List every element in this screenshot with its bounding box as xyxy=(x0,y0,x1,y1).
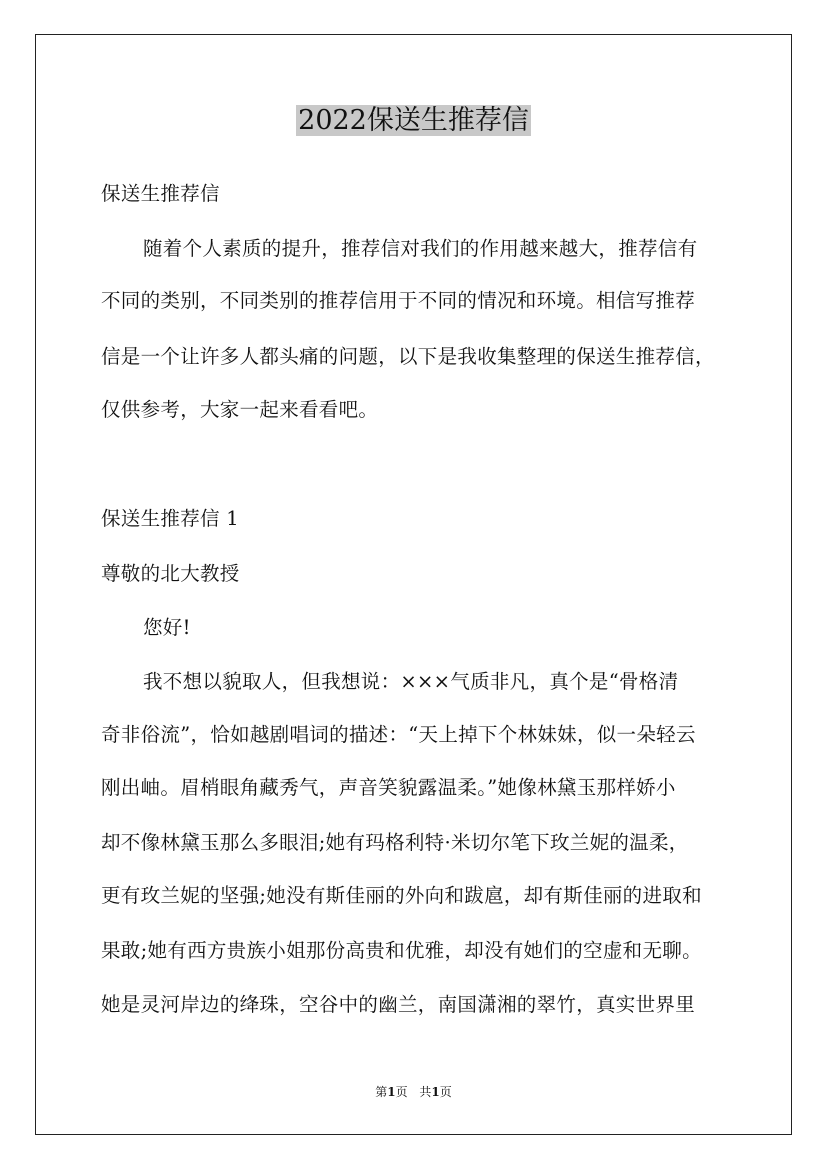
total-pages-indicator: 共1页 xyxy=(419,1085,452,1099)
body-line-3: 刚出岫。眉梢眼角藏秀气，声音笑貌露温柔。”她像林黛玉那样娇小 xyxy=(101,776,676,799)
body-line-7: 她是灵河岸边的绛珠，空谷中的幽兰，南国潇湘的翠竹，真实世界里 xyxy=(101,993,696,1016)
document-title-text: 2022保送生推荐信 xyxy=(298,105,529,136)
document-heading: 保送生推荐信 xyxy=(101,182,220,205)
document-title xyxy=(0,101,827,141)
page-footer xyxy=(0,1084,827,1100)
intro-line-4: 仅供参考，大家一起来看看吧。 xyxy=(101,398,379,421)
intro-line-1: 随着个人素质的提升，推荐信对我们的作用越来越大，推荐信有 xyxy=(143,237,698,260)
greeting: 您好! xyxy=(143,616,191,639)
body-line-6: 果敢;她有西方贵族小姐那份高贵和优雅，却没有她们的空虚和无聊。 xyxy=(101,939,702,962)
intro-line-3: 信是一个让许多人都头痛的问题，以下是我收集整理的保送生推荐信， xyxy=(101,345,715,368)
body-line-5: 更有玫兰妮的坚强;她没有斯佳丽的外向和跋扈，却有斯佳丽的进取和 xyxy=(101,884,702,907)
body-line-2: 奇非俗流”，恰如越剧唱词的描述：“天上掉下个林妹妹，似一朵轻云 xyxy=(101,723,696,746)
section-title: 保送生推荐信 1 xyxy=(101,507,240,530)
body-line-1: 我不想以貌取人，但我想说：×××气质非凡，真个是“骨格清 xyxy=(143,670,679,693)
body-line-4: 却不像林黛玉那么多眼泪;她有玛格利特·米切尔笔下玫兰妮的温柔， xyxy=(101,831,689,854)
salutation: 尊敬的北大教授 xyxy=(101,562,240,585)
intro-line-2: 不同的类别，不同类别的推荐信用于不同的情况和环境。相信写推荐 xyxy=(101,289,696,312)
page-indicator: 第1页 xyxy=(375,1085,408,1099)
